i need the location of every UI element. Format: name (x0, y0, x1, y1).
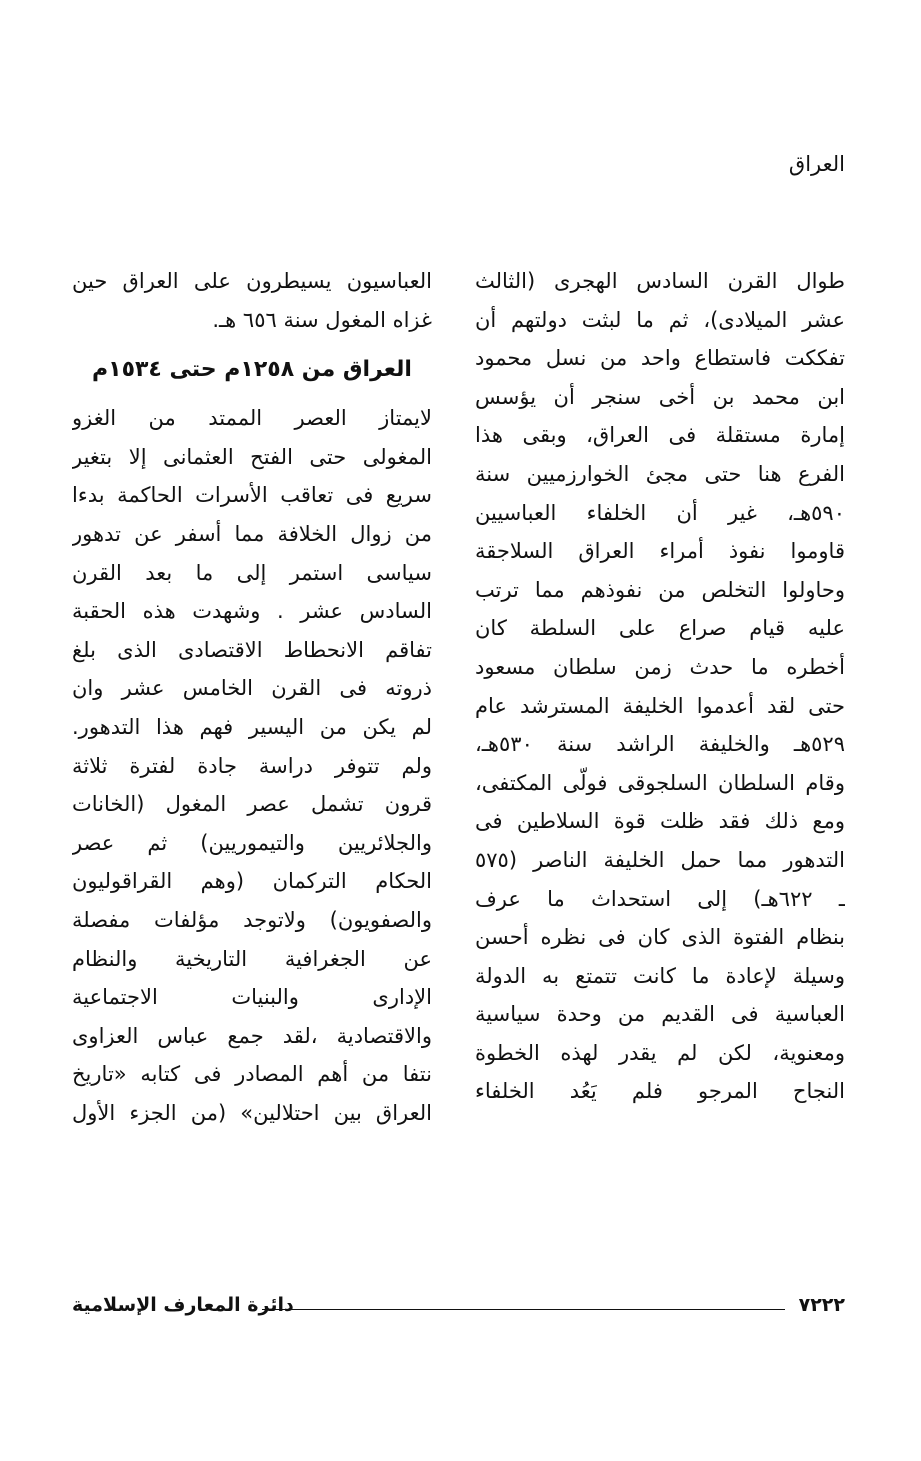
text-line: من زوال الخلافة مما أسفر عن تدهور (72, 521, 432, 546)
text-line: العباسية فى القديم من وحدة سياسية (475, 1002, 845, 1027)
text-line: وسيلة لإعادة ما كانت تتمتع به الدولة (475, 963, 845, 988)
text-line: وقام السلطان السلجوقى فولّى المكتفى، (475, 770, 845, 795)
text-line: قاوموا نفوذ أمراء العراق السلاجقة (475, 539, 845, 564)
text-line: ومع ذلك فقد ظلت قوة السلاطين فى (475, 809, 845, 834)
text-line: لايمتاز العصر الممتد من الغزو (72, 406, 432, 431)
text-line: لم يكن من اليسير فهم هذا التدهور. (72, 714, 432, 739)
right-column (475, 262, 845, 1111)
text-line: نتفا من أهم المصادر فى كتابه «تاريخ (72, 1062, 432, 1087)
text-line: ذروته فى القرن الخامس عشر وان (72, 676, 432, 701)
text-line: الفرع هنا حتى مجئ الخوارزميين سنة (475, 461, 845, 486)
text-line: النجاح المرجو فلم يَعُد الخلفاء (475, 1079, 845, 1104)
text-line: غزاه المغول سنة ٦٥٦ هـ. (212, 307, 432, 332)
page-footer (72, 1294, 845, 1324)
text-line: إمارة مستقلة فى العراق، وبقى هذا (475, 423, 845, 448)
text-line: قرون تشمل عصر المغول (الخانات (72, 792, 432, 817)
text-line: السادس عشر . وشهدت هذه الحقبة (72, 599, 432, 624)
text-line: عليه قيام صراع على السلطة كان (475, 616, 845, 641)
text-line: عشر الميلادى)، ثم ما لبثت دولتهم أن (475, 307, 845, 332)
text-line: ابن محمد بن أخى سنجر أن يؤسس (475, 384, 845, 409)
text-line: العباسيون يسيطرون على العراق حين (72, 269, 432, 293)
text-line: الإدارى والبنيات الاجتماعية (72, 985, 432, 1010)
text-line: ومعنوية، لكن لم يقدر لهذه الخطوة (475, 1040, 845, 1065)
text-line: المغولى حتى الفتح العثمانى إلا بتغير (72, 444, 432, 469)
text-line: سياسى استمر إلى ما بعد القرن (72, 560, 432, 585)
text-line: والاقتصادية ،لقد جمع عباس العزاوى (72, 1023, 432, 1048)
text-line: ٥٩٠هـ، غير أن الخلفاء العباسيين (475, 500, 845, 525)
text-line: طوال القرن السادس الهجرى (الثالث (475, 269, 845, 293)
running-head: العراق (788, 152, 845, 176)
text-line: ـ ٦٢٢هـ) إلى استحداث ما عرف (475, 886, 845, 911)
page-number: ٧٢٢٢ (798, 1294, 845, 1316)
text-line: ولم تتوفر دراسة جادة لفترة ثلاثة (72, 753, 432, 778)
left-column (72, 262, 432, 1132)
footer-divider (262, 1309, 785, 1310)
text-line: ٥٢٩هـ والخليفة الراشد سنة ٥٣٠هـ، (475, 732, 845, 757)
text-line: سريع فى تعاقب الأسرات الحاكمة بدءا (72, 483, 432, 508)
journal-title: دائرة المعارف الإسلامية (72, 1294, 294, 1316)
text-line: وحاولوا التخلص من نفوذهم مما ترتب (475, 577, 845, 602)
text-line: حتى لقد أعدموا الخليفة المسترشد عام (475, 693, 845, 718)
text-line: بنظام الفتوة الذى كان فى نظره أحسن (475, 925, 845, 950)
text-line: عن الجغرافية التاريخية والنظام (72, 946, 432, 971)
text-line: والجلائريين والتيموريين) ثم عصر (72, 830, 432, 855)
text-line: الحكام التركمان (وهم القراقوليون (72, 869, 432, 894)
text-line: أخطره ما حدث زمن سلطان مسعود (475, 654, 845, 679)
text-line: تفككت فاستطاع واحد من نسل محمود (475, 346, 845, 371)
text-line: والصفويون) ولاتوجد مؤلفات مفصلة (72, 907, 432, 932)
section-heading: العراق من ١٢٥٨م حتى ١٥٣٤م (92, 357, 412, 383)
text-line: تفاقم الانحطاط الاقتصادى الذى بلغ (72, 637, 432, 662)
text-line: العراق بين احتلالين» (من الجزء الأول (72, 1100, 432, 1125)
text-line: التدهور مما حمل الخليفة الناصر (٥٧٥ (475, 847, 845, 872)
